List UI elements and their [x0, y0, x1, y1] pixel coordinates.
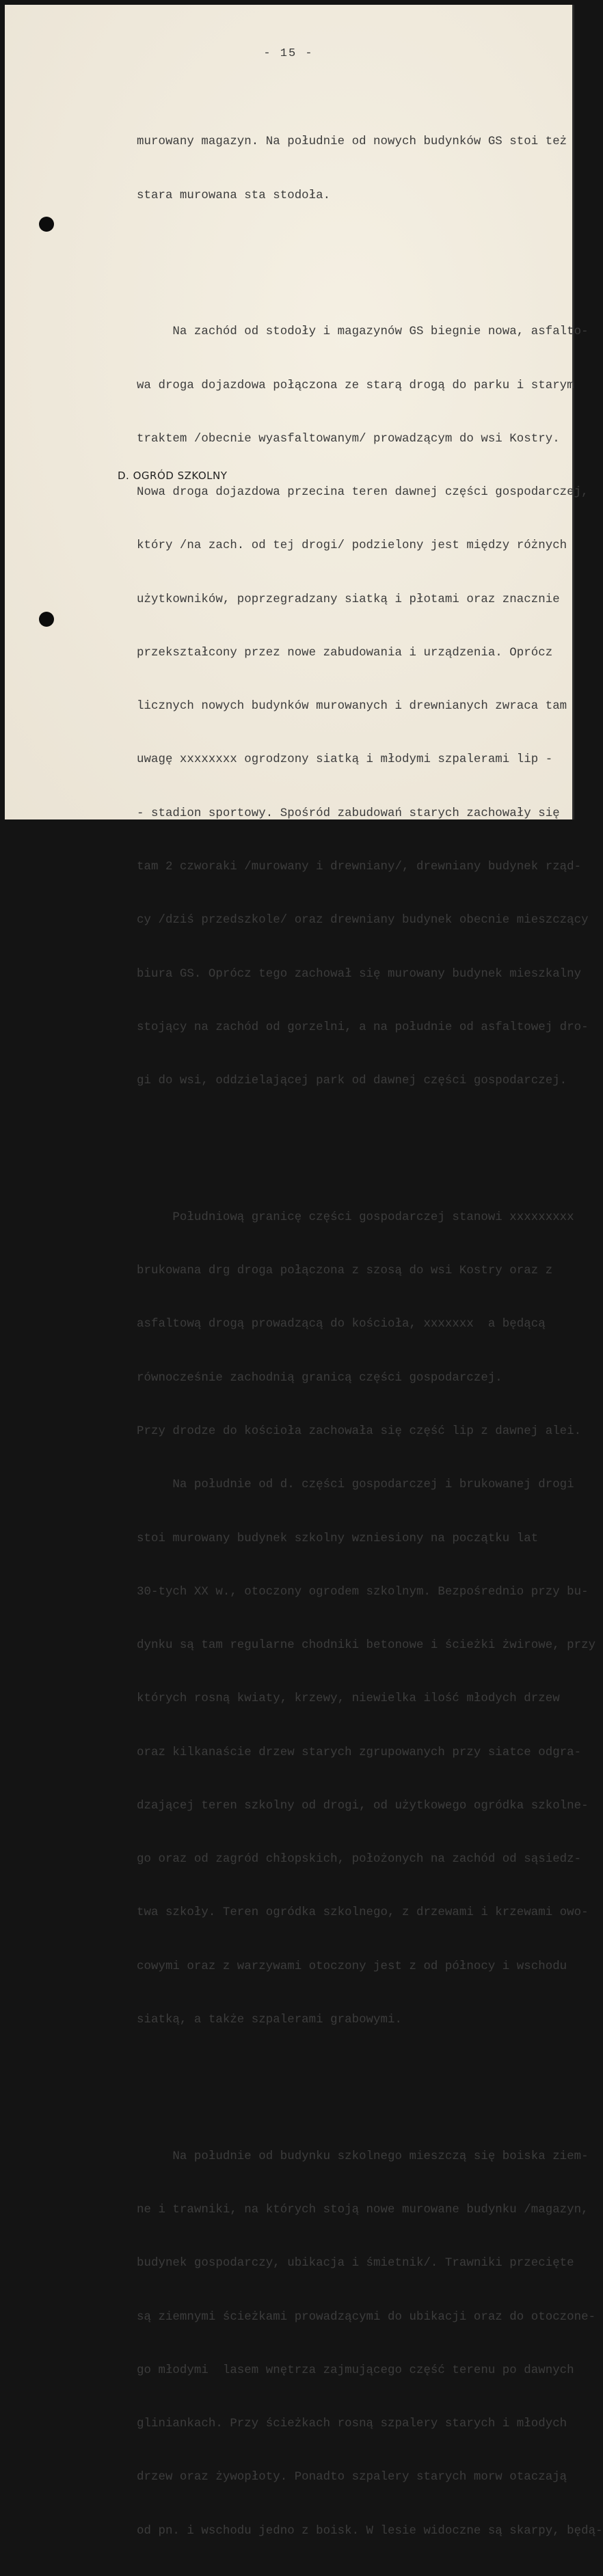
text-line: go młodymi lasem wnętrza zajmującego część terenu po dawnych: [137, 2363, 574, 2377]
typewritten-page: [5, 5, 603, 2538]
body-text: [137, 80, 603, 2576]
text-line: twa szkoły. Teren ogródka szkolnego, z drzewami i krzewami owo-: [137, 1906, 589, 1920]
text-line: murowany magazyn. Na południe od nowych budynków GS stoi też: [137, 135, 567, 149]
text-line: - stadion sportowy. Spośród zabudowań starych zachowały się: [137, 806, 560, 820]
text-line: brukowana drg droga połączona z szosą do wsi Kostry oraz z: [137, 1264, 553, 1278]
punch-hole: [39, 612, 54, 627]
punch-hole: [39, 217, 54, 232]
margin-heading-handwritten: D. OGRÓD SZKOLNY: [118, 470, 228, 482]
text-line: cowymi oraz z warzywami otoczony jest z od północy i wschodu: [137, 1960, 567, 1973]
text-line: tam 2 czworaki /murowany i drewniany/, drewniany budynek rząd-: [137, 860, 582, 874]
text-line: są ziemnymi ścieżkami prowadzącymi do ubikacji oraz do otoczone-: [137, 2310, 596, 2324]
text-line: równocześnie zachodnią granicą części gospodarczej.: [137, 1371, 502, 1385]
text-line: Na zachód od stodoły i magazynów GS biegnie nowa, asfalto-: [137, 325, 589, 339]
text-line: Na południe od d. części gospodarczej i brukowanej drogi: [137, 1478, 574, 1492]
text-line: Nowa droga dojazdowa przecina teren dawnej części gospodarczej,: [137, 486, 589, 500]
paragraph-gap: [137, 2065, 588, 2076]
text-line: których rosną kwiaty, krzewy, niewielka ilość młodych drzew: [137, 1692, 560, 1706]
text-line: który /na zach. od tej drogi/ podzielony jest między różnych: [137, 539, 567, 553]
text-line: użytkowników, poprzegradzany siatką i płotami oraz znacznie: [137, 593, 560, 606]
text-line: Południową granicę części gospodarczej stanowi xxxxxxxxx: [137, 1210, 574, 1224]
text-line: cy /dziś przedszkole/ oraz drewniany budynek obecnie mieszczący: [137, 914, 589, 927]
text-line: oraz kilkanaście drzew starych zgrupowanych przy siatce odgra-: [137, 1746, 582, 1759]
text-line: od pn. i wschodu jedno z boisk. W lesie widoczne są skarpy, będą-: [137, 2524, 603, 2538]
paragraph-gap: [137, 241, 588, 252]
text-line: licznych nowych budynków murowanych i drewnianych zwraca tam: [137, 700, 567, 714]
text-line: stara murowana sta stodoła.: [137, 189, 331, 202]
text-line: dynku są tam regularne chodniki betonowe i ścieżki żwirowe, przy: [137, 1639, 596, 1653]
text-line: siatką, a także szpalerami grabowymi.: [137, 2014, 402, 2027]
text-line: 30-tych XX w., otoczony ogrodem szkolnym. Bezpośrednio przy bu-: [137, 1585, 589, 1599]
text-line: dzającej teren szkolny od drogi, od użytkowego ogródka szkolne-: [137, 1799, 589, 1813]
text-line: stoi murowany budynek szkolny wzniesiony na początku lat: [137, 1532, 539, 1545]
page-number: - 15 -: [263, 47, 314, 60]
text-line: Przy drodze do kościoła zachowała się część lip z dawnej alei.: [137, 1424, 582, 1438]
text-line: go oraz od zagród chłopskich, położonych na zachód od sąsiedz-: [137, 1853, 582, 1867]
text-line: traktem /obecnie wyasfaltowanym/ prowadzącym do wsi Kostry.: [137, 432, 560, 446]
text-line: stojący na zachód od gorzelni, a na południe od asfaltowej dro-: [137, 1020, 589, 1034]
text-line: gliniankach. Przy ścieżkach rosną szpalery starych i młodych: [137, 2417, 567, 2431]
text-line: uwagę xxxxxxxx ogrodzony siatką i młodymi szpalerami lip -: [137, 753, 553, 767]
paragraph-gap: [137, 1126, 588, 1137]
text-line: gi do wsi, oddzielającej park od dawnej części gospodarczej.: [137, 1074, 567, 1088]
text-line: asfaltową drogą prowadzącą do kościoła, xxxxxxx a będącą: [137, 1318, 546, 1331]
text-line: ne i trawniki, na których stoją nowe murowane budynku /magazyn,: [137, 2203, 589, 2216]
text-line: biura GS. Oprócz tego zachował się murowany budynek mieszkalny: [137, 967, 582, 981]
text-line: przekształcony przez nowe zabudowania i urządzenia. Oprócz: [137, 646, 553, 660]
text-line: budynek gospodarczy, ubikacja i śmietnik/. Trawniki przecięte: [137, 2257, 574, 2270]
text-line: drzew oraz żywopłoty. Ponadto szpalery starych morw otaczają: [137, 2471, 567, 2484]
text-line: Na południe od budynku szkolnego mieszczą się boiska ziem-: [137, 2150, 589, 2163]
text-line: wa droga dojazdowa połączona ze starą drogą do parku i starym: [137, 379, 574, 392]
